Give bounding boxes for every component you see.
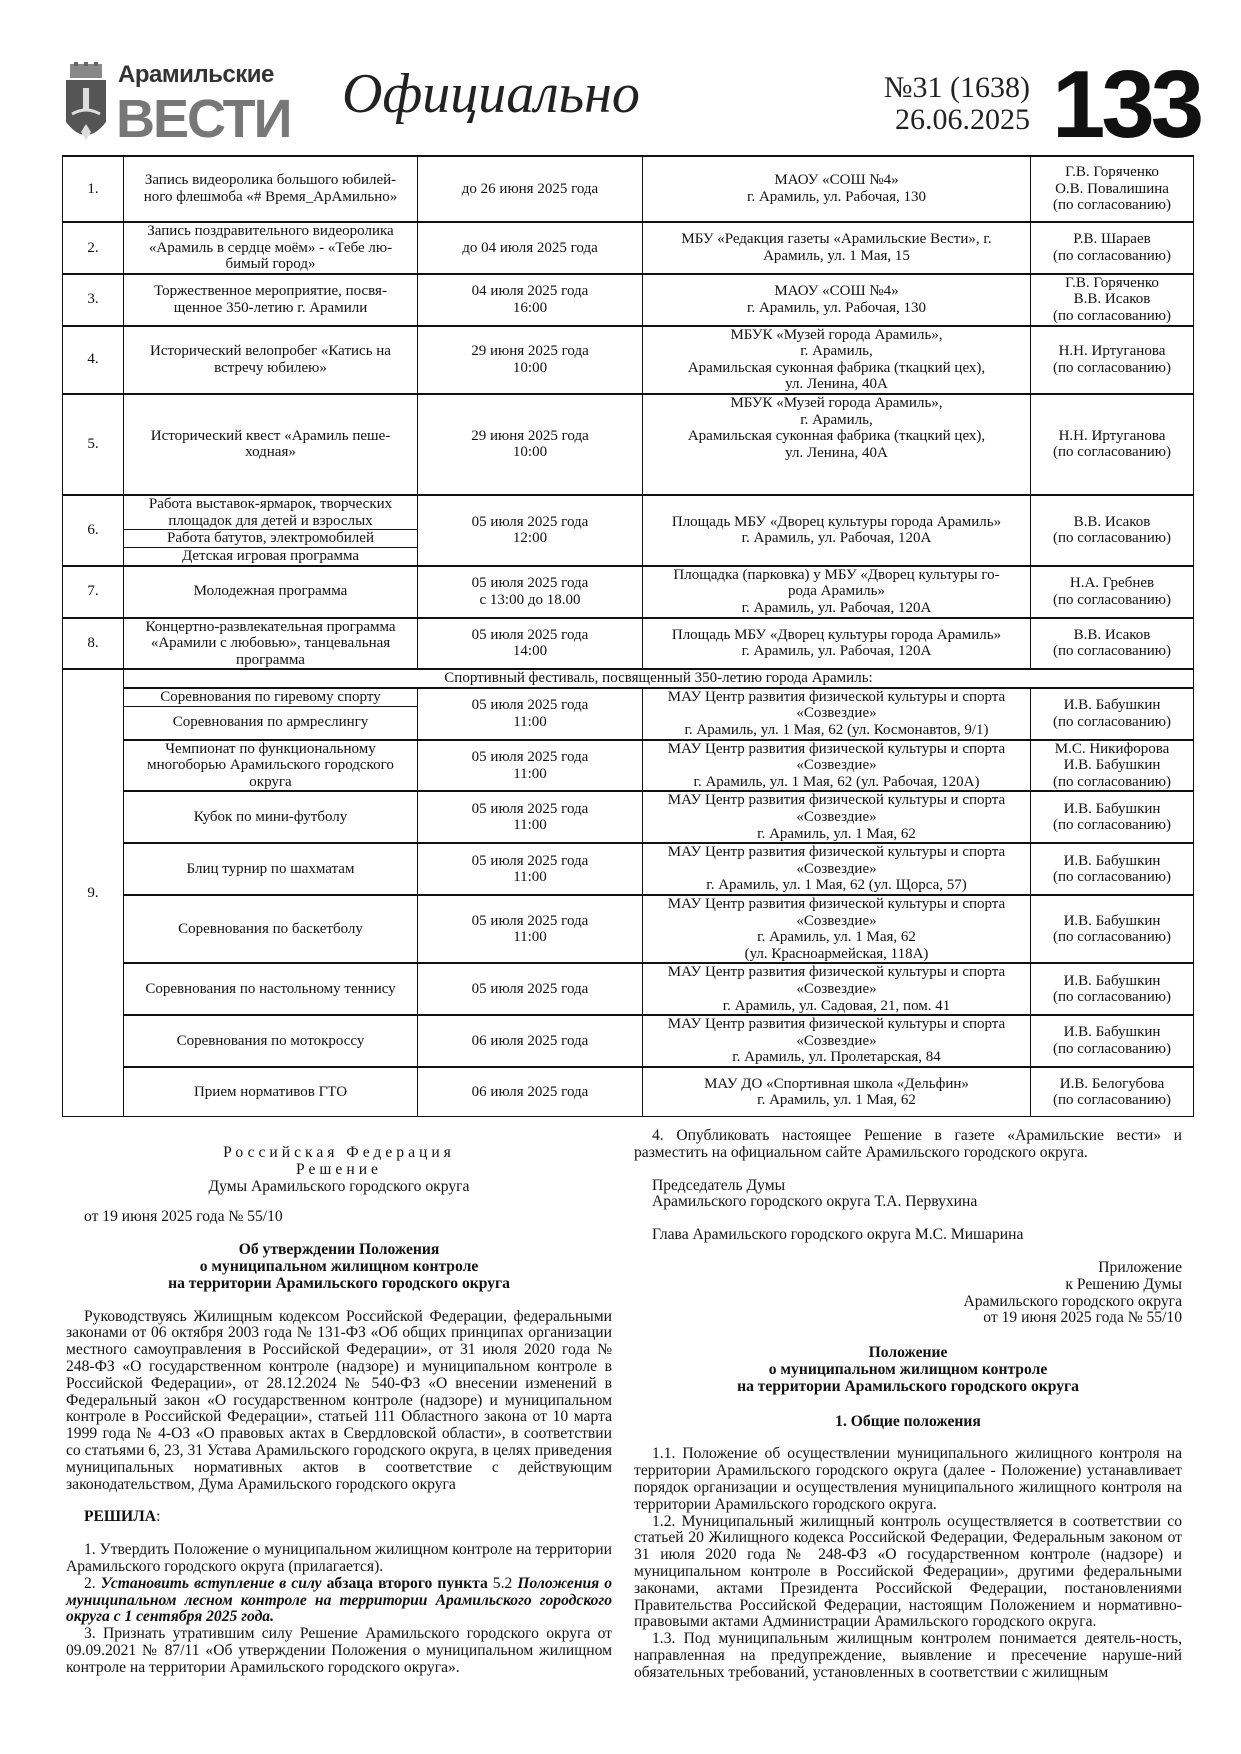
- event-place-cell-line: «Созвездие»: [796, 705, 877, 722]
- event-date-cell-line: 05 июля 2025 года: [471, 912, 589, 929]
- decision-item-3: 3. Признать утратившим силу Решение Арамильского городского округа от 09.09.2021 № 87/11 «Об утверждении Положения о муниципальном жилищном контроле на территории Арамильского городского округа».: [66, 1625, 612, 1676]
- event-responsible-cell: [1031, 326, 1194, 394]
- decision-column: Российская Федерация Решение Думы Арамильского городского округа от 19 июня 2025 года № 55/10 Об утверждении Положения о муниципальном жилищном контроле на территории Арамильского городского округа Руководствуясь Жилищным кодексом Российской Федерации, федеральными законами от 06 октября 2003 года № 131-ФЗ «Об общих принципах организации местного самоуправления в Российской Федерации», от 31 июля 2020 года № 248-ФЗ «О государственном контроле (надзоре) и муниципальном контроле в Российской Федерации», от 28.12.2024 № 540-ФЗ «О внесении изменений в Федеральный закон «О государственном контроле (надзоре) и муниципальном контроле в Российской Федерации», статьей 111 Областного закона от 10 марта 1999 года № 4-ОЗ «О правовых актах в Свердловской области», в соответствии со статьями 6, 23, 31 Устава Арамильского городского округа, в целях приведения муниципальных нормативных актов в соответствие с действующим законодательством, Дума Арамильского городского округа РЕШИЛА: 1. Утвердить Положение о муниципальном жилищном контроле на территории Арамильского городского округа (прилагается). 2. Установить вступление в силу абзаца второго пункта 5.2 Положения о муниципальном лесном контроле на территории Арамильского городского округа с 1 сентября 2025 года. 3. Признать утратившим силу Решение Арамильского городского округа от 09.09.2021 № 87/11 «Об утверждении Положения о муниципальном жилищном контроле на территории Арамильского городского округа».: [66, 1144, 613, 1676]
- event-place-cell: [643, 222, 1031, 274]
- event-place-cell-line: г. Арамиль, ул. Садовая, 21, пом. 41: [722, 997, 951, 1014]
- event-date-cell-line: 16:00: [512, 299, 548, 316]
- event-responsible-cell-line: (по согласованию): [1053, 307, 1171, 324]
- event-place-cell: [643, 618, 1031, 670]
- event-responsible-cell-line: (по согласованию): [1053, 989, 1171, 1006]
- event-name-cell-line: Концертно-развлекательная программа: [145, 618, 396, 635]
- event-name-cell-line: Соревнования по баскетболу: [178, 920, 363, 937]
- signature-line: Председатель Думы: [652, 1176, 786, 1194]
- event-responsible-cell-line: И.В. Бабушкин: [1063, 912, 1161, 929]
- event-name-cell-line: «Арамиль в сердце моём» - «Тебе лю-: [148, 239, 393, 256]
- event-place-cell-line: МАУ Центр развития физической культуры и спорта: [667, 1016, 1006, 1033]
- event-responsible-cell: [1031, 274, 1194, 326]
- reference-line: к Решению Думы: [1065, 1275, 1182, 1293]
- event-date-cell: [418, 274, 643, 326]
- decision-title-line: о муниципальном жилищном контроле: [199, 1257, 479, 1275]
- event-date-cell-line: 11:00: [513, 929, 547, 946]
- event-date-cell: [418, 963, 643, 1015]
- event-responsible-cell-line: (по согласованию): [1053, 869, 1171, 886]
- event-place-cell-line: МАУ ДО «Спортивная школа «Дельфин»: [704, 1075, 969, 1092]
- event-name-cell: [124, 495, 418, 530]
- event-name-cell-line: многоборью Арамильского городского: [147, 757, 394, 774]
- reference-line: Арамильского городского округа: [963, 1292, 1182, 1310]
- event-responsible-cell-line: Н.А. Гребнев: [1069, 575, 1155, 592]
- item-text: Положения о муниципальном лесном контроле на территории Арамильского городского округа с 1 сентября 2025 года.: [66, 1574, 613, 1626]
- event-name-cell: [124, 566, 418, 618]
- event-responsible-cell: [1031, 963, 1194, 1015]
- event-name-cell-line: Запись поздравительного видеоролика: [147, 223, 394, 239]
- event-date-cell: [418, 895, 643, 963]
- event-responsible-cell: [1031, 156, 1194, 222]
- event-responsible-cell: [1031, 222, 1194, 274]
- event-responsible-cell-line: В.В. Исаков: [1073, 626, 1151, 643]
- event-responsible-cell-line: (по согласованию): [1053, 773, 1171, 790]
- event-place-cell: [643, 791, 1031, 843]
- event-date-cell-line: 05 июля 2025 года: [471, 513, 589, 530]
- head-signature: Глава Арамильского городского округа М.С. Мишарина: [652, 1226, 1024, 1244]
- event-place-cell: [643, 156, 1031, 222]
- event-responsible-cell-line: И.В. Бабушкин: [1063, 972, 1161, 989]
- event-date-cell-line: 05 июля 2025 года: [471, 980, 589, 997]
- event-date-cell: [418, 156, 643, 222]
- brand-name-top: Арамильские: [118, 61, 274, 88]
- event-responsible-cell-line: (по согласованию): [1053, 359, 1171, 376]
- paragraph-1-1: 1.1. Положение об осуществлении муниципального жилищного контроля на территории Арамильского городского округа (далее - Положение) устанавливает порядок организации и осуществления муниципального жилищного контроля на территории Арамильского городского округа.: [634, 1445, 1182, 1513]
- event-responsible-cell: [1031, 394, 1194, 495]
- event-date-cell-line: 06 июля 2025 года: [471, 1083, 589, 1100]
- event-place-cell-line: г. Арамиль, ул. 1 Мая, 62 (ул. Щорса, 57): [706, 877, 967, 894]
- event-date-cell-line: 05 июля 2025 года: [471, 748, 589, 765]
- event-date-cell-line: 04 июля 2025 года: [471, 283, 589, 300]
- event-date-cell-line: 11:00: [513, 713, 547, 730]
- decision-item-4: 4. Опубликовать настоящее Решение в газете «Арамильские вести» и разместить на официальном сайте Арамильского городского округа.: [634, 1127, 1182, 1161]
- event-date-cell: [418, 495, 643, 566]
- event-responsible-cell-line: (по согласованию): [1053, 530, 1171, 547]
- item-text: Установить вступление в силу: [100, 1574, 327, 1592]
- event-place-cell-line: г. Арамиль, ул. 1 Мая, 62: [757, 1092, 916, 1109]
- table-row: [63, 740, 1194, 792]
- event-name-cell: [124, 530, 418, 548]
- event-date-cell: [418, 222, 643, 274]
- event-date-cell: [418, 566, 643, 618]
- event-place-cell-line: г. Арамиль, ул. Рабочая, 130: [747, 189, 926, 205]
- table-row: [63, 326, 1194, 394]
- event-responsible-cell-line: (по согласованию): [1053, 197, 1171, 214]
- table-row: [63, 566, 1194, 618]
- event-name-cell-line: Соревнования по армреслингу: [172, 714, 369, 731]
- event-name-cell-line: бимый город»: [225, 256, 316, 273]
- event-date-cell-line: 11:00: [513, 817, 547, 834]
- event-name-cell: [124, 548, 418, 566]
- event-name-cell: [124, 1015, 418, 1067]
- event-date-cell-line: 05 июля 2025 года: [471, 852, 589, 869]
- event-name-cell-line: площадок для детей и взрослых: [168, 512, 373, 529]
- table-row: [63, 1015, 1194, 1067]
- table-row: [63, 963, 1194, 1015]
- event-name-cell-line: программа: [236, 651, 305, 668]
- decision-title: [66, 1242, 612, 1292]
- event-responsible-cell-line: (по согласованию): [1053, 444, 1171, 461]
- table-row: [63, 791, 1194, 843]
- event-place-cell-line: г. Арамиль, ул. Рабочая, 120А: [741, 530, 932, 547]
- event-responsible-cell-line: И.В. Бабушкин: [1063, 800, 1161, 817]
- event-date-cell: [418, 618, 643, 670]
- appendix-reference: [634, 1260, 1182, 1327]
- event-place-cell-line: (ул. Красноармейская, 118А): [744, 945, 929, 962]
- event-place-cell-line: Арамильская суконная фабрика (ткацкий цех),: [687, 359, 986, 376]
- event-date-cell-line: до 26 июня 2025 года: [461, 180, 599, 197]
- event-place-cell-line: МАУ Центр развития физической культуры и спорта: [667, 896, 1006, 912]
- event-place-cell: [643, 688, 1031, 740]
- decision-preamble: Руководствуясь Жилищным кодексом Российской Федерации, федеральными законами от 06 октября 2003 года № 131-ФЗ «Об общих принципах организации местного самоуправления в Российской Федерации», от 31 июля 2020 года № 248-ФЗ «О государственном контроле (надзоре) и муниципальном контроле в Российской Федерации», от 28.12.2024 № 540-ФЗ «О внесении изменений в Федеральный закон «О государственном контроле (надзоре) и муниципальном контроле в Российской Федерации», статьей 111 Областного закона от 10 марта 1999 года № 4-ОЗ «О правовых актах в Свердловской области», в соответствии со статьями 6, 23, 31 Устава Арамильского городского округа, в целях приведения муниципальных нормативных актов в соответствие с действующим законодательством, Дума Арамильского городского округа: [66, 1307, 612, 1493]
- appendix-title: [634, 1345, 1182, 1395]
- event-name-cell-line: Работа батутов, электромобилей: [167, 530, 374, 547]
- event-place-cell-line: МБУК «Музей города Арамиль»,: [730, 326, 943, 343]
- row-number-cell: 1.: [63, 156, 124, 222]
- event-name-cell-line: щенное 350-летию г. Арамили: [173, 299, 368, 316]
- event-responsible-cell: [1031, 495, 1194, 566]
- row-number-cell: 6.: [63, 495, 124, 566]
- event-place-cell-line: г. Арамиль, ул. Рабочая, 120А: [741, 643, 932, 660]
- event-responsible-cell: [1031, 740, 1194, 792]
- event-place-cell: [643, 326, 1031, 394]
- event-date-cell-line: 05 июля 2025 года: [471, 800, 589, 817]
- resolved-label: РЕШИЛА: [84, 1508, 157, 1526]
- event-name-cell: [124, 618, 418, 670]
- table-row: [63, 394, 1194, 495]
- appendix-column: [634, 1128, 1182, 1682]
- paragraph-1-3: 1.3. Под муниципальным жилищным контролем понимается деятель-ность, направленная на предупреждение, выявление и пресечение наруше-ний обязательных требований, установленных в соответствии с жилищным: [634, 1630, 1182, 1681]
- event-name-cell: [124, 688, 418, 706]
- event-name-cell-line: встречу юбилею»: [214, 359, 327, 376]
- sport-festival-title: Спортивный фестиваль, посвященный 350-летию города Арамиль:: [124, 669, 1194, 688]
- table-row: [63, 669, 1194, 688]
- event-place-cell-line: Площадка (парковка) у МБУ «Дворец культуры го-: [673, 566, 1000, 583]
- event-place-cell: [643, 895, 1031, 963]
- event-place-cell-line: МБУ «Редакция газеты «Арамильские Вести», г.: [681, 231, 992, 248]
- decision-country: Российская Федерация: [223, 1144, 455, 1161]
- event-name-cell-line: Соревнования по настольному теннису: [145, 980, 396, 997]
- event-place-cell-line: МАУ Центр развития физической культуры и спорта: [667, 792, 1006, 809]
- event-responsible-cell-line: И.В. Бабушкин: [1063, 697, 1161, 714]
- event-responsible-cell-line: (по согласованию): [1053, 247, 1171, 264]
- event-responsible-cell-line: Н.Н. Иртуганова: [1058, 427, 1166, 444]
- event-responsible-cell-line: Р.В. Шараев: [1073, 231, 1151, 248]
- event-name-cell: [124, 222, 418, 274]
- item-text: 5.2: [492, 1574, 518, 1592]
- event-place-cell-line: г. Арамиль, ул. Рабочая, 130: [747, 299, 926, 316]
- event-name-cell-line: Кубок по мини-футболу: [193, 809, 348, 826]
- event-date-cell-line: 05 июля 2025 года: [471, 626, 589, 643]
- item-text: абзаца второго пункта: [326, 1574, 493, 1592]
- row-number-cell: 2.: [63, 222, 124, 274]
- appendix-title-line: Положение: [868, 1344, 948, 1362]
- section-title: Официально: [342, 63, 640, 125]
- signature-line: Арамильского городского округа Т.А. Первухина: [652, 1193, 978, 1211]
- event-date-cell-line: 29 июня 2025 года: [471, 427, 589, 444]
- event-place-cell-line: «Созвездие»: [796, 757, 877, 774]
- event-place-cell-line: г. Арамиль, ул. 1 Мая, 62: [757, 825, 916, 842]
- brand-name-main: ВЕСТИ: [116, 89, 291, 149]
- event-place-cell-line: г. Арамиль,: [800, 343, 873, 360]
- event-place-cell-line: «Созвездие»: [796, 860, 877, 877]
- page-number: 133: [1052, 51, 1201, 158]
- event-name-cell-line: ного флешмоба «# Время_АрАмильно»: [143, 189, 398, 205]
- event-place-cell-line: г. Арамиль,: [800, 411, 873, 428]
- event-date-cell-line: 06 июля 2025 года: [471, 1032, 589, 1049]
- event-date-cell: [418, 394, 643, 495]
- event-place-cell: [643, 274, 1031, 326]
- appendix-title-line: о муниципальном жилищном контроле: [768, 1360, 1048, 1378]
- event-name-cell: [124, 895, 418, 963]
- row-number-cell: 7.: [63, 566, 124, 618]
- event-place-cell: [643, 394, 1031, 495]
- event-responsible-cell-line: И.В. Бабушкин: [1063, 757, 1161, 774]
- event-responsible-cell: [1031, 1015, 1194, 1067]
- event-date-cell-line: до 04 июля 2025 года: [462, 239, 598, 256]
- event-date-cell-line: 14:00: [512, 643, 548, 660]
- event-date-cell: [418, 326, 643, 394]
- event-responsible-cell: [1031, 566, 1194, 618]
- event-place-cell-line: «Созвездие»: [796, 912, 877, 929]
- event-date-cell: [418, 791, 643, 843]
- event-name-cell: [124, 1067, 418, 1117]
- event-place-cell-line: МАУ Центр развития физической культуры и спорта: [667, 844, 1006, 861]
- event-date-cell-line: 05 июля 2025 года: [471, 575, 589, 592]
- row-number-cell: 9.: [63, 669, 124, 1117]
- table-row: [63, 843, 1194, 895]
- event-name-cell: [124, 274, 418, 326]
- event-responsible-cell-line: Г.В. Горяченко: [1065, 274, 1159, 291]
- event-place-cell-line: Площадь МБУ «Дворец культуры города Арамиль»: [671, 513, 1002, 530]
- table-row: [63, 274, 1194, 326]
- event-responsible-cell-line: М.С. Никифорова: [1054, 740, 1170, 757]
- event-name-cell-line: Работа выставок-ярмарок, творческих: [148, 495, 393, 512]
- event-place-cell: [643, 1067, 1031, 1117]
- event-responsible-cell-line: Н.Н. Иртуганова: [1058, 343, 1166, 360]
- table-row: [63, 618, 1194, 670]
- event-place-cell-line: ул. Ленина, 40А: [785, 376, 888, 393]
- event-date-cell-line: 29 июня 2025 года: [471, 343, 589, 360]
- event-responsible-cell-line: (по согласованию): [1053, 643, 1171, 660]
- table-row: [63, 688, 1194, 706]
- item-number: 2.: [84, 1574, 101, 1592]
- event-name-cell: [124, 740, 418, 792]
- event-place-cell-line: «Созвездие»: [796, 809, 877, 826]
- event-responsible-cell-line: И.В. Бабушкин: [1063, 852, 1161, 869]
- event-place-cell-line: г. Арамиль, ул. 1 Мая, 62: [757, 929, 916, 946]
- event-responsible-cell: [1031, 618, 1194, 670]
- event-place-cell-line: МАУ Центр развития физической культуры и спорта: [667, 964, 1006, 981]
- event-place-cell-line: г. Арамиль, ул. 1 Мая, 62 (ул. Рабочая, 120А): [693, 773, 980, 790]
- event-name-cell-line: Блиц турнир по шахматам: [186, 860, 355, 877]
- event-place-cell-line: Арамиль, ул. 1 Мая, 15: [763, 247, 910, 264]
- decision-title-line: Об утверждении Положения: [238, 1241, 440, 1259]
- row-number-cell: 4.: [63, 326, 124, 394]
- event-place-cell-line: ул. Ленина, 40А: [785, 444, 888, 461]
- event-place-cell-line: г. Арамиль, ул. Рабочая, 120А: [741, 599, 932, 616]
- event-place-cell-line: МБУК «Музей города Арамиль»,: [730, 394, 943, 411]
- decision-item-1: 1. Утвердить Положение о муниципальном жилищном контроле на территории Арамильского городского округа (прилагается).: [66, 1541, 612, 1575]
- event-place-cell-line: МАОУ «СОШ №4»: [774, 283, 899, 300]
- event-responsible-cell: [1031, 688, 1194, 740]
- event-name-cell: [124, 963, 418, 1015]
- event-responsible-cell-line: И.В. Белогубова: [1059, 1075, 1165, 1092]
- event-responsible-cell-line: (по согласованию): [1053, 817, 1171, 834]
- event-name-cell: [124, 706, 418, 739]
- chair-signature: [652, 1178, 1182, 1212]
- event-place-cell-line: г. Арамиль, ул. Пролетарская, 84: [732, 1049, 941, 1066]
- decision-body: Думы Арамильского городского округа: [208, 1177, 470, 1195]
- event-name-cell-line: Исторический велопробег «Катись на: [150, 343, 391, 360]
- event-name-cell: [124, 156, 418, 222]
- reference-line: Приложение: [1098, 1258, 1182, 1276]
- event-responsible-cell-line: (по согласованию): [1053, 713, 1171, 730]
- event-responsible-cell-line: В.В. Исаков: [1073, 513, 1151, 530]
- event-date-cell: [418, 740, 643, 792]
- event-responsible-cell-line: (по согласованию): [1053, 1041, 1171, 1058]
- event-responsible-cell-line: О.В. Повалишина: [1055, 180, 1169, 197]
- table-row: [63, 156, 1194, 222]
- event-responsible-cell: [1031, 895, 1194, 963]
- event-date-cell-line: 10:00: [512, 444, 548, 461]
- event-place-cell-line: рода Арамиль»: [788, 583, 885, 600]
- event-name-cell-line: Прием нормативов ГТО: [193, 1083, 348, 1100]
- decision-title-line: на территории Арамильского городского округа: [168, 1274, 510, 1292]
- event-responsible-cell: [1031, 1067, 1194, 1117]
- issue-number: №31 (1638): [883, 71, 1030, 104]
- event-date-cell: [418, 843, 643, 895]
- event-date-cell-line: 10:00: [512, 359, 548, 376]
- row-number-cell: 5.: [63, 394, 124, 495]
- events-table: [62, 155, 1194, 1117]
- event-place-cell: [643, 495, 1031, 566]
- table-row: [63, 495, 1194, 530]
- event-name-cell-line: ходная»: [245, 444, 296, 461]
- event-name-cell-line: Запись видеоролика большого юбилей-: [144, 172, 397, 189]
- decision-kind: Решение: [296, 1160, 382, 1178]
- event-place-cell: [643, 566, 1031, 618]
- event-place-cell-line: «Созвездие»: [796, 980, 877, 997]
- event-responsible-cell-line: (по согласованию): [1053, 929, 1171, 946]
- event-date-cell: [418, 688, 643, 740]
- event-name-cell-line: округа: [249, 773, 292, 790]
- appendix-title-line: на территории Арамильского городского округа: [737, 1377, 1079, 1395]
- event-name-cell-line: Исторический квест «Арамиль пеше-: [150, 427, 391, 444]
- coat-of-arms-icon: [64, 62, 108, 148]
- event-place-cell-line: Площадь МБУ «Дворец культуры города Арамиль»: [671, 626, 1002, 643]
- event-place-cell: [643, 843, 1031, 895]
- event-responsible-cell-line: И.В. Бабушкин: [1063, 1024, 1161, 1041]
- event-responsible-cell: [1031, 791, 1194, 843]
- event-date-cell-line: 12:00: [512, 530, 548, 547]
- event-place-cell: [643, 963, 1031, 1015]
- event-name-cell-line: «Арамили с любовью», танцевальная: [150, 635, 391, 652]
- event-date-cell-line: 11:00: [513, 765, 547, 782]
- event-name-cell-line: Чемпионат по функциональному: [165, 740, 376, 757]
- event-place-cell: [643, 740, 1031, 792]
- event-place-cell-line: Арамильская суконная фабрика (ткацкий цех),: [687, 428, 986, 445]
- event-name-cell-line: Молодежная программа: [193, 583, 348, 600]
- paragraph-1-2: 1.2. Муниципальный жилищный контроль осуществляется в соответствии со статьей 20 Жилищного кодекса Российской Федерации, Федеральным законом от 31 июля 2020 года № 248-ФЗ «О государственном контроле (надзоре) и муниципальном контроле в Российской Федерации», другими федеральными законами, актами Президента Российской Федерации, постановлениями Правительства Российской Федерации, настоящим Положением и нормативно-правовыми актами Администрации Арамильского городского округа.: [634, 1512, 1182, 1631]
- event-name-cell: [124, 791, 418, 843]
- table-row: [63, 1067, 1194, 1117]
- newspaper-logo: [64, 62, 292, 148]
- decision-item-2: [66, 1576, 612, 1626]
- event-responsible-cell-line: (по согласованию): [1053, 1092, 1171, 1109]
- event-date-cell: [418, 1067, 643, 1117]
- event-responsible-cell: [1031, 843, 1194, 895]
- event-name-cell-line: Торжественное мероприятие, посвя-: [154, 283, 387, 300]
- event-place-cell-line: «Созвездие»: [796, 1032, 877, 1049]
- issue-info: [880, 72, 1030, 136]
- table-row: [63, 222, 1194, 274]
- issue-date: 26.06.2025: [895, 103, 1030, 136]
- event-name-cell-line: Соревнования по мотокроссу: [176, 1032, 365, 1049]
- row-number-cell: 8.: [63, 618, 124, 670]
- event-date-cell-line: с 13:00 до 18.00: [479, 591, 581, 608]
- event-place-cell-line: МАОУ «СОШ №4»: [774, 172, 899, 189]
- event-place-cell-line: МАУ Центр развития физической культуры и спорта: [667, 740, 1006, 757]
- reference-line: от 19 июня 2025 года № 55/10: [983, 1309, 1182, 1327]
- event-date-cell-line: 11:00: [513, 869, 547, 886]
- event-name-cell: [124, 843, 418, 895]
- event-name-cell-line: Соревнования по гиревому спорту: [160, 688, 381, 705]
- event-responsible-cell-line: Г.В. Горяченко: [1065, 164, 1159, 181]
- section-heading: 1. Общие положения: [835, 1412, 981, 1430]
- event-place-cell-line: МАУ Центр развития физической культуры и спорта: [667, 688, 1006, 705]
- event-name-cell: [124, 326, 418, 394]
- table-row: [63, 895, 1194, 963]
- event-date-cell: [418, 1015, 643, 1067]
- event-date-cell-line: 05 июля 2025 года: [471, 697, 589, 714]
- event-place-cell-line: г. Арамиль, ул. 1 Мая, 62 (ул. Космонавтов, 9/1): [684, 722, 989, 739]
- event-name-cell-line: Детская игровая программа: [181, 548, 360, 565]
- decision-date-number: от 19 июня 2025 года № 55/10: [84, 1208, 283, 1226]
- event-responsible-cell-line: В.В. Исаков: [1073, 291, 1151, 308]
- event-responsible-cell-line: (по согласованию): [1053, 591, 1171, 608]
- event-name-cell: [124, 394, 418, 495]
- event-place-cell: [643, 1015, 1031, 1067]
- row-number-cell: 3.: [63, 274, 124, 326]
